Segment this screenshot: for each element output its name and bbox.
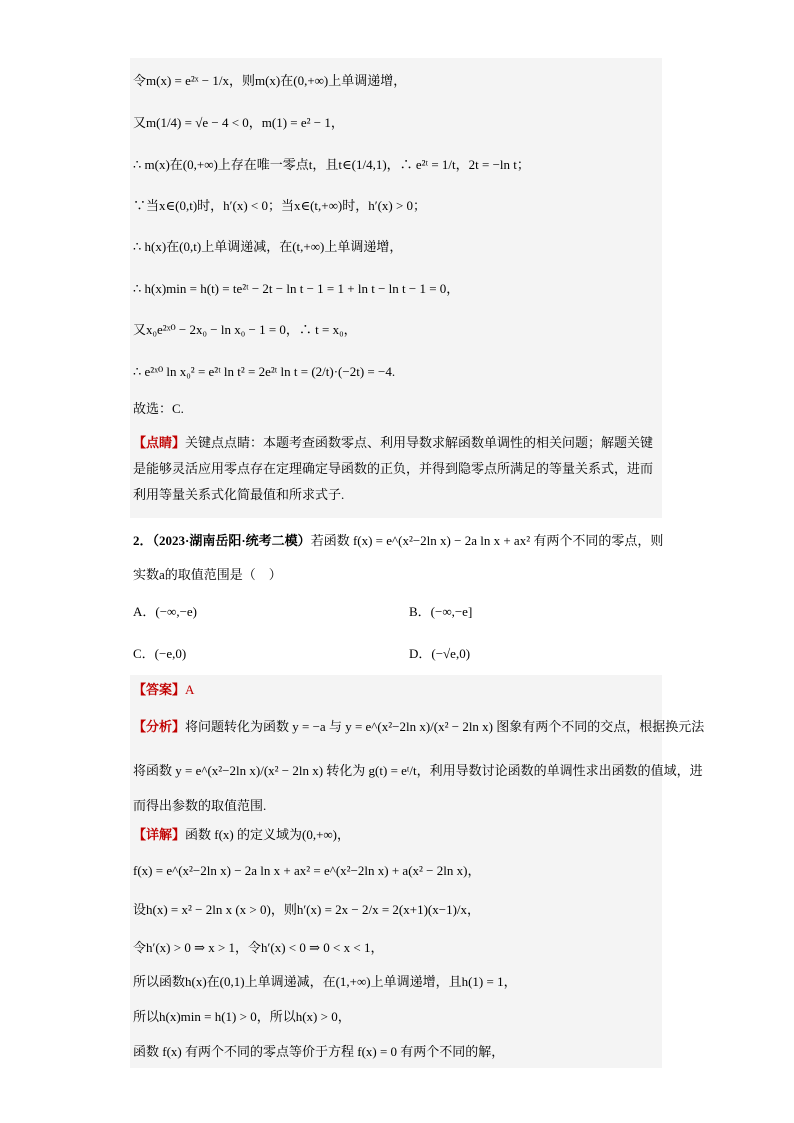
question-stem-2: 实数a的取值范围是（ ） bbox=[133, 567, 282, 582]
answer-tag: 【答案】 bbox=[133, 682, 186, 697]
analysis-text-1: 将问题转化为函数 y = −a 与 y = e^(x²−2ln x)/(x² − 2ln x) 图象有两个不同的交点，根据换元法 bbox=[185, 719, 705, 734]
answer-value: A bbox=[185, 682, 195, 697]
option-d: D．(−√e,0) bbox=[409, 646, 471, 661]
solution-line: 令m(x) = e²ˣ − 1/x，则m(x)在(0,+∞)上单调递增， bbox=[133, 73, 407, 88]
solution-line: ∴ h(x)min = h(t) = te²ᵗ − 2t − ln t − 1 = 1 + ln t − ln t − 1 = 0， bbox=[133, 281, 460, 296]
solution-line: ∵当x∈(0,t)时，h′(x) < 0；当x∈(t,+∞)时，h′(x) > 0； bbox=[133, 198, 427, 213]
answer-line bbox=[133, 681, 194, 699]
analysis-line-2: 将函数 y = e^(x²−2ln x)/(x² − 2ln x) 转化为 g(t) = eᵗ/t，利用导数讨论函数的单调性求出函数的值域，进 bbox=[133, 763, 703, 778]
solution-line: ∴ m(x)在(0,+∞)上存在唯一零点t，且t∈(1/4,1)，∴ e²ᵗ = 1/t，2t = −ln t； bbox=[133, 157, 530, 172]
option-c: C．(−e,0) bbox=[133, 646, 187, 661]
comment-text: 关键点点睛：本题考查函数零点、利用导数求解函数单调性的相关问题；解题关键是能够灵活应用零点存在定理确定导函数的正负，并得到隐零点所满足的等量关系式，进而利用等量关系式化简最值和所求式子. bbox=[133, 435, 654, 502]
option-b: B．(−∞,−e] bbox=[409, 604, 473, 619]
question-number: 2． bbox=[133, 533, 153, 548]
comment-paragraph bbox=[133, 430, 659, 508]
solution-line: ∴ e²ˣ⁰ ln x₀² = e²ᵗ ln t² = 2e²ᵗ ln t = (2/t)·(−2t) = −4. bbox=[133, 364, 396, 379]
detail-line-1 bbox=[133, 826, 350, 844]
solution-line: 又x₀e²ˣ⁰ − 2x₀ − ln x₀ − 1 = 0，∴ t = x₀， bbox=[133, 322, 357, 337]
option-a: A．(−∞,−e) bbox=[133, 604, 197, 619]
choice-line: 故选：C. bbox=[133, 401, 184, 416]
analysis-tag: 【分析】 bbox=[133, 719, 186, 734]
detail-line-6: 所以h(x)min = h(1) > 0，所以h(x) > 0， bbox=[133, 1009, 351, 1024]
question-source: （2023·湖南岳阳·统考二模） bbox=[152, 533, 311, 548]
question-stem bbox=[133, 532, 663, 550]
detail-tag: 【详解】 bbox=[133, 827, 186, 842]
detail-line-2: f(x) = e^(x²−2ln x) − 2a ln x + ax² = e^(x²−2ln x) + a(x² − 2ln x)， bbox=[133, 863, 481, 878]
detail-line-3: 设h(x) = x² − 2ln x (x > 0)，则h′(x) = 2x − 2/x = 2(x+1)(x−1)/x， bbox=[133, 902, 481, 917]
question-stem-text: 若函数 f(x) = e^(x²−2ln x) − 2a ln x + ax² 有两个不同的零点，则 bbox=[310, 533, 664, 548]
analysis-line-3: 而得出参数的取值范围. bbox=[133, 798, 267, 813]
detail-text-1: 函数 f(x) 的定义域为(0,+∞)， bbox=[185, 827, 351, 842]
detail-line-7: 函数 f(x) 有两个不同的零点等价于方程 f(x) = 0 有两个不同的解， bbox=[133, 1044, 505, 1059]
analysis-line-1 bbox=[133, 718, 704, 736]
detail-line-4: 令h′(x) > 0 ⇒ x > 1，令h′(x) < 0 ⇒ 0 < x < 1， bbox=[133, 940, 384, 955]
comment-tag: 【点睛】 bbox=[133, 435, 186, 450]
detail-line-5: 所以函数h(x)在(0,1)上单调递减，在(1,+∞)上单调递增，且h(1) = 1， bbox=[133, 974, 517, 989]
solution-line: ∴ h(x)在(0,t)上单调递减，在(t,+∞)上单调递增， bbox=[133, 239, 403, 254]
solution-line: 又m(1/4) = √e − 4 < 0，m(1) = e² − 1， bbox=[133, 115, 344, 130]
